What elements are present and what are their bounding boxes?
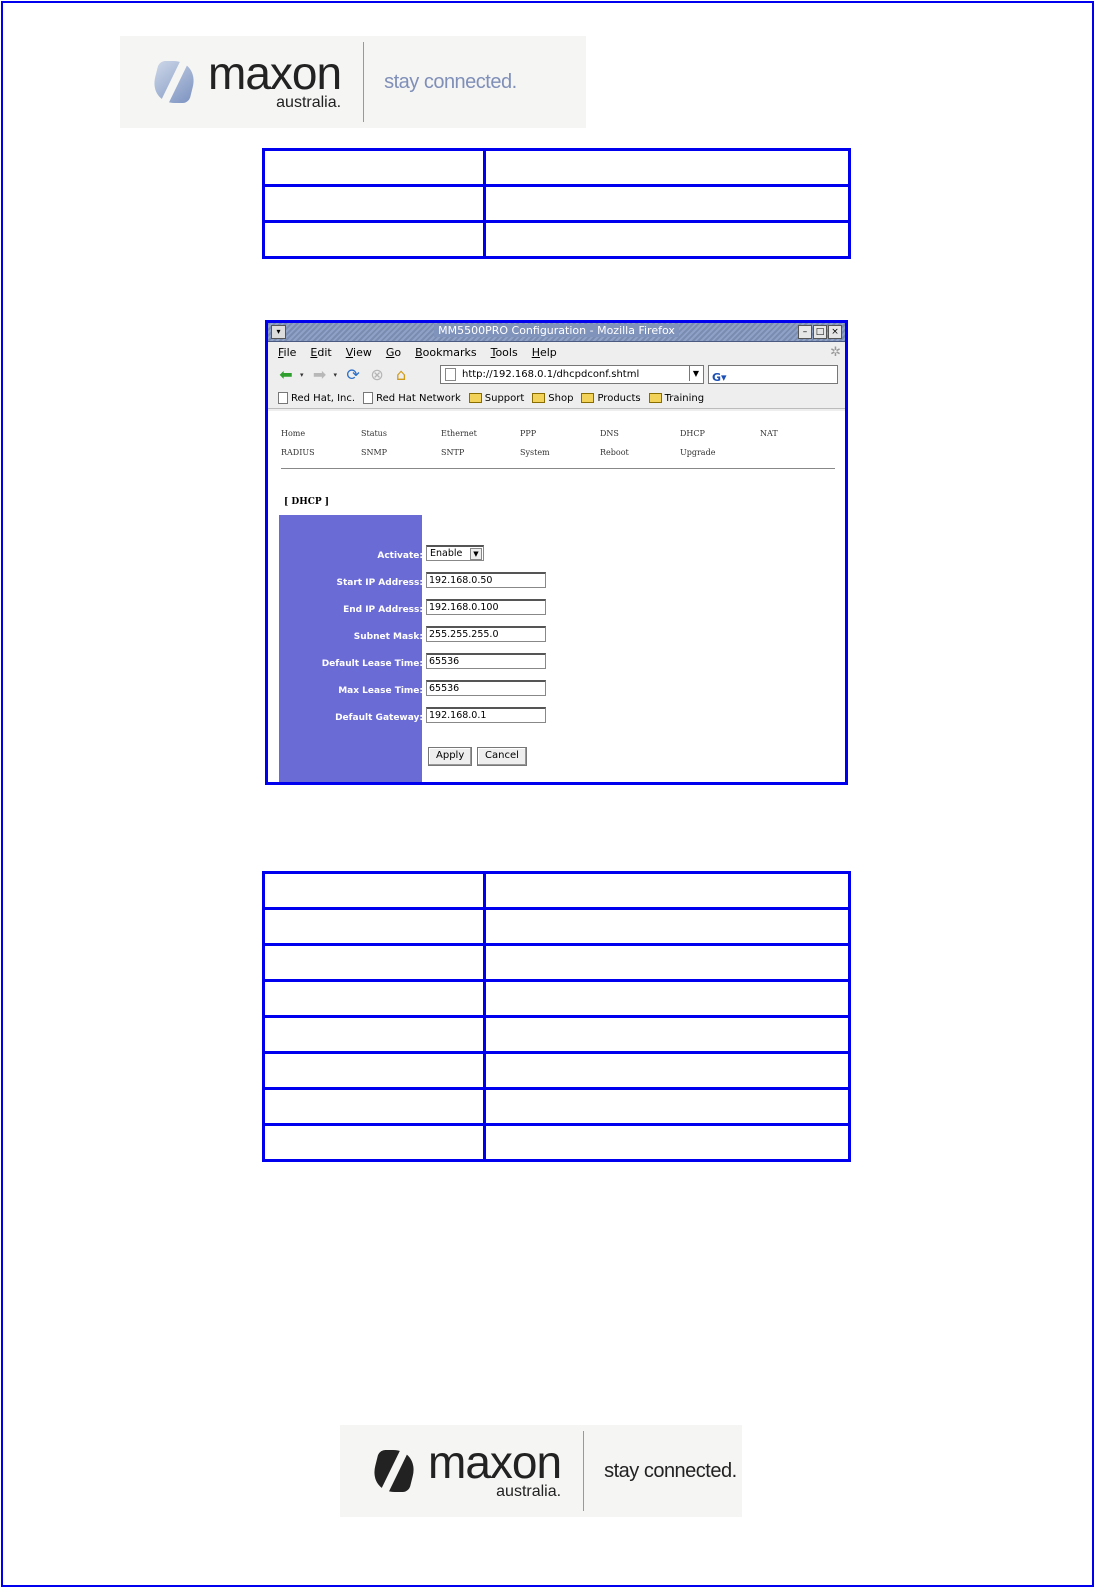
bookmark-item[interactable] xyxy=(581,393,640,404)
table-row xyxy=(264,981,850,1017)
folder-icon xyxy=(469,393,482,403)
nav-link-snmp[interactable]: SNMP xyxy=(361,448,388,457)
menu-edit[interactable]: Edit xyxy=(310,345,332,359)
table-cell xyxy=(264,1053,485,1089)
bookmarks-toolbar xyxy=(268,388,845,409)
nav-link-sntp[interactable]: SNTP xyxy=(441,448,465,457)
table-row xyxy=(264,1089,850,1125)
maxon-swoosh-icon xyxy=(150,59,200,105)
table-cell xyxy=(264,1125,485,1161)
menu-bar xyxy=(268,342,845,362)
end-ip-input[interactable] xyxy=(426,599,546,615)
close-icon[interactable]: × xyxy=(828,325,842,339)
nav-link-status[interactable]: Status xyxy=(361,429,387,438)
table-cell xyxy=(264,186,485,222)
bookmark-label: Support xyxy=(484,392,525,404)
table-cell xyxy=(485,873,850,909)
table-cell xyxy=(264,1089,485,1125)
bookmark-label: Training xyxy=(664,392,705,404)
table-cell xyxy=(485,222,850,258)
folder-icon xyxy=(532,393,545,403)
table-row xyxy=(264,1017,850,1053)
forward-icon[interactable]: ➡ xyxy=(312,365,327,384)
table-cell xyxy=(485,186,850,222)
search-box[interactable] xyxy=(708,365,838,384)
table-cell xyxy=(264,222,485,258)
minimize-icon[interactable]: – xyxy=(798,325,812,339)
bookmark-item[interactable] xyxy=(532,393,573,404)
table-cell xyxy=(485,909,850,945)
nav-link-radius[interactable]: RADIUS xyxy=(281,448,315,457)
table-row xyxy=(264,186,850,222)
default-lease-row xyxy=(279,653,579,675)
activate-label: Activate: xyxy=(377,551,423,561)
activate-row xyxy=(279,545,579,567)
cancel-button[interactable]: Cancel xyxy=(477,747,527,766)
maximize-icon[interactable]: □ xyxy=(813,325,827,339)
end-ip-label: End IP Address: xyxy=(343,605,423,615)
nav-link-reboot[interactable]: Reboot xyxy=(600,448,629,457)
table-cell xyxy=(264,1017,485,1053)
logo-divider xyxy=(583,1431,584,1511)
stop-icon[interactable]: ⊗ xyxy=(370,365,384,384)
page-content xyxy=(268,411,845,782)
menu-bookmarks[interactable]: Bookmarks xyxy=(415,345,477,359)
table-row xyxy=(264,873,850,909)
nav-link-upgrade[interactable]: Upgrade xyxy=(680,448,716,457)
url-dropdown-icon[interactable]: ▼ xyxy=(689,366,702,381)
nav-link-dns[interactable]: DNS xyxy=(600,429,619,438)
table-cell xyxy=(264,945,485,981)
default-lease-input[interactable] xyxy=(426,653,546,669)
bookmark-item[interactable] xyxy=(278,392,355,404)
nav-link-ethernet[interactable]: Ethernet xyxy=(441,429,477,438)
start-ip-label: Start IP Address: xyxy=(336,578,423,588)
page-icon xyxy=(363,392,373,404)
home-icon[interactable]: ⌂ xyxy=(395,365,407,384)
activate-select[interactable] xyxy=(426,545,484,561)
table-cell xyxy=(264,909,485,945)
table-cell xyxy=(264,150,485,186)
table-cell xyxy=(485,945,850,981)
subnet-mask-label: Subnet Mask: xyxy=(353,632,423,642)
maxon-logo-bottom xyxy=(340,1425,742,1517)
maxon-logo-top xyxy=(120,36,586,128)
default-gateway-row xyxy=(279,707,579,729)
table-cell xyxy=(264,873,485,909)
table-row xyxy=(264,150,850,186)
menu-file[interactable]: File xyxy=(278,345,297,359)
table-row xyxy=(264,1125,850,1161)
url-bar[interactable] xyxy=(440,365,704,384)
reload-icon[interactable]: ⟳ xyxy=(346,365,360,384)
back-dropdown-icon[interactable]: ▾ xyxy=(300,371,304,379)
title-bar xyxy=(268,323,845,342)
menu-tools[interactable]: Tools xyxy=(490,345,518,359)
logo-sub: australia. xyxy=(276,94,342,111)
throbber-icon: ✲ xyxy=(830,345,841,360)
url-input[interactable] xyxy=(462,369,672,380)
bookmark-item[interactable] xyxy=(649,393,704,404)
back-icon[interactable]: ⬅ xyxy=(279,365,293,384)
logo-slogan: stay connected. xyxy=(384,70,517,93)
window-menu-icon[interactable]: ▾ xyxy=(271,325,286,339)
default-gateway-label: Default Gateway: xyxy=(335,713,423,723)
bookmark-label: Shop xyxy=(548,392,574,404)
end-ip-row xyxy=(279,599,579,621)
apply-button[interactable]: Apply xyxy=(428,747,472,766)
table-cell xyxy=(485,1017,850,1053)
table-row xyxy=(264,222,850,258)
bookmark-item[interactable] xyxy=(363,392,461,404)
default-lease-label: Default Lease Time: xyxy=(321,659,423,669)
folder-icon xyxy=(581,393,594,403)
logo-sub: australia. xyxy=(496,1483,562,1500)
empty-table-top xyxy=(262,148,851,259)
table-row xyxy=(264,1053,850,1089)
table-cell xyxy=(485,1053,850,1089)
page-icon xyxy=(278,392,288,404)
nav-link-system[interactable]: System xyxy=(520,448,550,457)
table-row xyxy=(264,945,850,981)
window-title: MM5500PRO Configuration - Mozilla Firefox xyxy=(434,324,679,337)
max-lease-label: Max Lease Time: xyxy=(338,686,423,696)
nav-link-dhcp[interactable]: DHCP xyxy=(680,429,705,438)
empty-table-bottom xyxy=(262,871,851,1162)
maxon-swoosh-icon xyxy=(370,1448,420,1494)
dropdown-arrow-icon[interactable]: ▼ xyxy=(470,548,482,560)
menu-help[interactable]: Help xyxy=(531,345,557,359)
forward-dropdown-icon[interactable]: ▾ xyxy=(333,371,338,379)
bookmark-label: Products xyxy=(597,392,641,404)
table-cell xyxy=(485,1125,850,1161)
table-cell xyxy=(485,150,850,186)
start-ip-row xyxy=(279,572,579,594)
table-row xyxy=(264,909,850,945)
table-cell xyxy=(485,981,850,1017)
navigation-toolbar xyxy=(268,362,845,388)
folder-icon xyxy=(649,393,662,403)
table-cell xyxy=(264,981,485,1017)
menu-go[interactable]: Go xyxy=(385,345,402,359)
nav-link-nat[interactable]: NAT xyxy=(760,429,778,438)
logo-brand: maxon xyxy=(428,1436,562,1488)
page-icon xyxy=(445,368,456,381)
activate-value: Enable xyxy=(430,548,463,559)
bookmark-item[interactable] xyxy=(469,393,525,404)
max-lease-input[interactable] xyxy=(426,680,546,696)
bookmark-label: Red Hat, Inc. xyxy=(291,392,356,404)
section-label: [ DHCP ] xyxy=(284,497,330,507)
nav-link-ppp[interactable]: PPP xyxy=(520,429,537,438)
logo-divider xyxy=(363,42,364,122)
nav-divider xyxy=(281,468,835,469)
menu-view[interactable]: View xyxy=(345,345,372,359)
subnet-mask-row xyxy=(279,626,579,648)
google-search-icon[interactable]: G▾ xyxy=(712,371,727,384)
bookmark-label: Red Hat Network xyxy=(376,392,461,404)
table-cell xyxy=(485,1089,850,1125)
default-gateway-input[interactable] xyxy=(426,707,546,723)
max-lease-row xyxy=(279,680,579,702)
nav-link-home[interactable]: Home xyxy=(281,429,306,438)
start-ip-input[interactable] xyxy=(426,572,546,588)
subnet-mask-input[interactable] xyxy=(426,626,546,642)
browser-screenshot xyxy=(265,320,848,785)
logo-slogan: stay connected. xyxy=(604,1459,737,1482)
logo-brand: maxon xyxy=(208,47,342,99)
